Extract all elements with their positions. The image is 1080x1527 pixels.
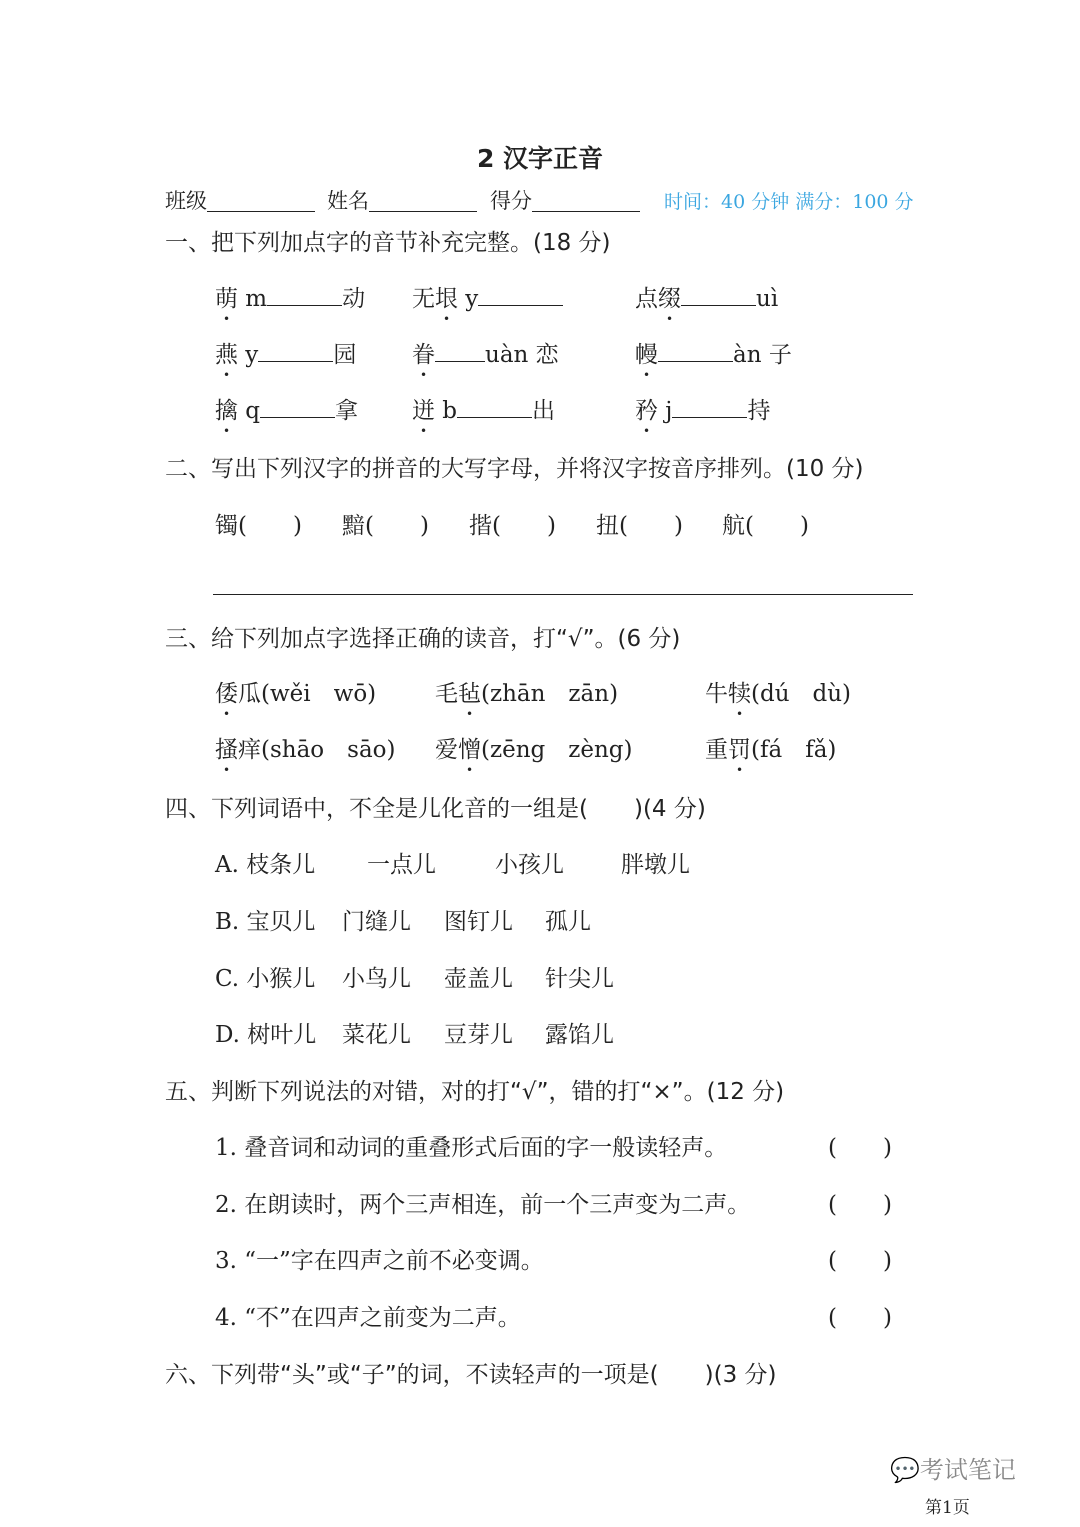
item-text: ( ) bbox=[828, 1192, 892, 1218]
fill-blank[interactable] bbox=[258, 341, 333, 362]
watermark: 💬考试笔记 bbox=[890, 1456, 1016, 1484]
item-text: 2. 在朗读时，两个三声相连，前一个三声变为二声。 bbox=[215, 1192, 751, 1218]
question-item bbox=[215, 1250, 544, 1273]
item-text: 豆芽儿 bbox=[444, 1022, 513, 1048]
section-heading: 三、给下列加点字选择正确的读音，打“√”。(6 分) bbox=[165, 626, 681, 652]
dotted-char: 燕 bbox=[215, 342, 238, 368]
question-item bbox=[215, 1024, 316, 1047]
question-item[interactable] bbox=[722, 515, 809, 538]
section-heading: 四、下列词语中，不全是儿化音的一组是( )(4 分) bbox=[165, 796, 706, 822]
question-item bbox=[444, 911, 513, 934]
section-heading: 二、写出下列汉字的拼音的大写字母，并将汉字按音序排列。(10 分) bbox=[165, 456, 864, 482]
item-text: (zhān zān) bbox=[481, 681, 619, 707]
question-item bbox=[705, 681, 851, 721]
wechat-icon: 💬 bbox=[890, 1456, 920, 1484]
item-text: y bbox=[238, 342, 259, 368]
question-item bbox=[412, 397, 555, 438]
question-item bbox=[635, 285, 778, 326]
time-score-info: 时间：40 分钟 满分：100 分 bbox=[664, 191, 914, 213]
dotted-char: 幔 bbox=[635, 342, 658, 368]
score-field[interactable]: 得分 bbox=[490, 191, 640, 212]
dotted-char: 毡 bbox=[458, 681, 481, 707]
item-text: 1. 叠音词和动词的重叠形式后面的字一般读轻声。 bbox=[215, 1135, 728, 1161]
item-text: 航( ) bbox=[722, 513, 809, 539]
question-item bbox=[621, 854, 690, 877]
question-item bbox=[215, 681, 376, 721]
item-text: b bbox=[435, 398, 458, 424]
question-item bbox=[495, 854, 564, 877]
item-text: 揩( ) bbox=[469, 513, 556, 539]
question-item[interactable] bbox=[596, 515, 683, 538]
question-item bbox=[367, 854, 436, 877]
dotted-char: 眷 bbox=[412, 342, 435, 368]
item-text: q bbox=[238, 398, 261, 424]
item-text: 镯( ) bbox=[215, 513, 302, 539]
item-text: (zēng zèng) bbox=[481, 737, 633, 763]
item-text: (fá fǎ) bbox=[751, 737, 837, 763]
dotted-char: 迸 bbox=[412, 398, 435, 424]
item-text: uàn 恋 bbox=[485, 342, 559, 368]
question-item bbox=[435, 737, 632, 777]
fill-blank[interactable] bbox=[267, 285, 342, 306]
section-heading: 一、把下列加点字的音节补充完整。(18 分) bbox=[165, 230, 611, 256]
item-text: D. 树叶儿 bbox=[215, 1022, 317, 1048]
item-text: 3. “一”字在四声之前不必变调。 bbox=[215, 1248, 544, 1274]
question-item bbox=[545, 968, 614, 991]
item-text: 痒(shāo sāo) bbox=[238, 737, 396, 763]
item-text: 图钉儿 bbox=[444, 909, 513, 935]
question-item bbox=[412, 285, 563, 326]
item-text: 菜花儿 bbox=[342, 1022, 411, 1048]
item-text: 瓜(wěi wō) bbox=[238, 681, 377, 707]
item-text: 4. “不”在四声之前变为二声。 bbox=[215, 1305, 521, 1331]
fill-blank[interactable] bbox=[658, 341, 733, 362]
question-item bbox=[444, 1024, 513, 1047]
item-text: 无 bbox=[412, 286, 435, 312]
dotted-char: 搔 bbox=[215, 737, 238, 763]
item-text: ( ) bbox=[828, 1135, 892, 1161]
fill-blank[interactable] bbox=[435, 341, 485, 362]
question-item bbox=[412, 341, 559, 382]
item-text: 拿 bbox=[335, 398, 359, 424]
question-item[interactable] bbox=[342, 515, 429, 538]
item-text: 孤儿 bbox=[545, 909, 591, 935]
dotted-char: 憎 bbox=[458, 737, 481, 763]
dotted-char: 擒 bbox=[215, 398, 238, 424]
item-text: (dú dù) bbox=[751, 681, 852, 707]
fill-blank[interactable] bbox=[260, 397, 335, 418]
question-item bbox=[545, 1024, 614, 1047]
item-text: uì bbox=[756, 286, 779, 312]
item-text: 持 bbox=[747, 398, 771, 424]
dotted-char: 犊 bbox=[728, 681, 751, 707]
item-text: 门缝儿 bbox=[342, 909, 411, 935]
item-text: 出 bbox=[532, 398, 556, 424]
question-item bbox=[215, 1307, 521, 1330]
question-item bbox=[435, 681, 618, 721]
item-text: 小孩儿 bbox=[495, 852, 564, 878]
dotted-char: 倭 bbox=[215, 681, 238, 707]
question-item bbox=[215, 1137, 727, 1160]
question-item[interactable] bbox=[828, 1307, 892, 1330]
question-item bbox=[635, 397, 770, 438]
question-item bbox=[342, 968, 411, 991]
question-item[interactable] bbox=[215, 515, 302, 538]
fill-blank[interactable] bbox=[457, 397, 532, 418]
question-item bbox=[342, 1024, 411, 1047]
question-item bbox=[635, 341, 792, 382]
question-item bbox=[215, 737, 396, 777]
dotted-char: 萌 bbox=[215, 286, 238, 312]
item-text: 扭( ) bbox=[596, 513, 683, 539]
answer-line[interactable] bbox=[213, 594, 913, 595]
question-item bbox=[215, 911, 316, 934]
dotted-char: 垠 bbox=[435, 286, 458, 312]
class-field[interactable]: 班级 bbox=[165, 191, 315, 212]
fill-blank[interactable] bbox=[681, 285, 756, 306]
item-text: m bbox=[238, 286, 268, 312]
question-item bbox=[215, 1194, 750, 1217]
item-text: y bbox=[458, 286, 479, 312]
question-item bbox=[444, 968, 513, 991]
question-item[interactable] bbox=[828, 1194, 892, 1217]
fill-blank[interactable] bbox=[672, 397, 747, 418]
item-text: ( ) bbox=[828, 1305, 892, 1331]
question-item[interactable] bbox=[469, 515, 556, 538]
question-item bbox=[215, 341, 356, 382]
dotted-char: 缀 bbox=[658, 286, 681, 312]
item-text: 动 bbox=[342, 286, 366, 312]
dotted-char: 罚 bbox=[728, 737, 751, 763]
page-title: 2 汉字正音 bbox=[476, 144, 604, 173]
item-text: 毛 bbox=[435, 681, 458, 707]
item-text: A. 枝条儿 bbox=[215, 852, 316, 878]
item-text: 牛 bbox=[705, 681, 728, 707]
item-text: 园 bbox=[333, 342, 357, 368]
item-text: 壶盖儿 bbox=[444, 966, 513, 992]
question-item bbox=[215, 854, 315, 877]
question-item bbox=[342, 911, 411, 934]
question-item[interactable] bbox=[828, 1250, 892, 1273]
page-number: 第1页 bbox=[925, 1498, 970, 1518]
item-text: B. 宝贝儿 bbox=[215, 909, 316, 935]
item-text: j bbox=[658, 398, 673, 424]
item-text: 点 bbox=[635, 286, 658, 312]
item-text: 黯( ) bbox=[342, 513, 429, 539]
question-item bbox=[215, 397, 358, 438]
question-item bbox=[545, 911, 591, 934]
item-text: 针尖儿 bbox=[545, 966, 614, 992]
item-text: àn 子 bbox=[733, 342, 792, 368]
item-text: 露馅儿 bbox=[545, 1022, 614, 1048]
item-text: 重 bbox=[705, 737, 728, 763]
question-item bbox=[215, 968, 315, 991]
question-item bbox=[705, 737, 836, 777]
name-field[interactable]: 姓名 bbox=[327, 191, 477, 212]
item-text: 爱 bbox=[435, 737, 458, 763]
dotted-char: 矜 bbox=[635, 398, 658, 424]
item-text: C. 小猴儿 bbox=[215, 966, 316, 992]
item-text: 一点儿 bbox=[367, 852, 436, 878]
item-text: 小鸟儿 bbox=[342, 966, 411, 992]
question-item bbox=[215, 285, 365, 326]
item-text: ( ) bbox=[828, 1248, 892, 1274]
section-heading: 六、下列带“头”或“子”的词，不读轻声的一项是( )(3 分) bbox=[165, 1362, 777, 1388]
item-text: 胖墩儿 bbox=[621, 852, 690, 878]
section-heading: 五、判断下列说法的对错，对的打“√”，错的打“×”。(12 分) bbox=[165, 1079, 785, 1105]
fill-blank[interactable] bbox=[478, 285, 563, 306]
question-item[interactable] bbox=[828, 1137, 892, 1160]
